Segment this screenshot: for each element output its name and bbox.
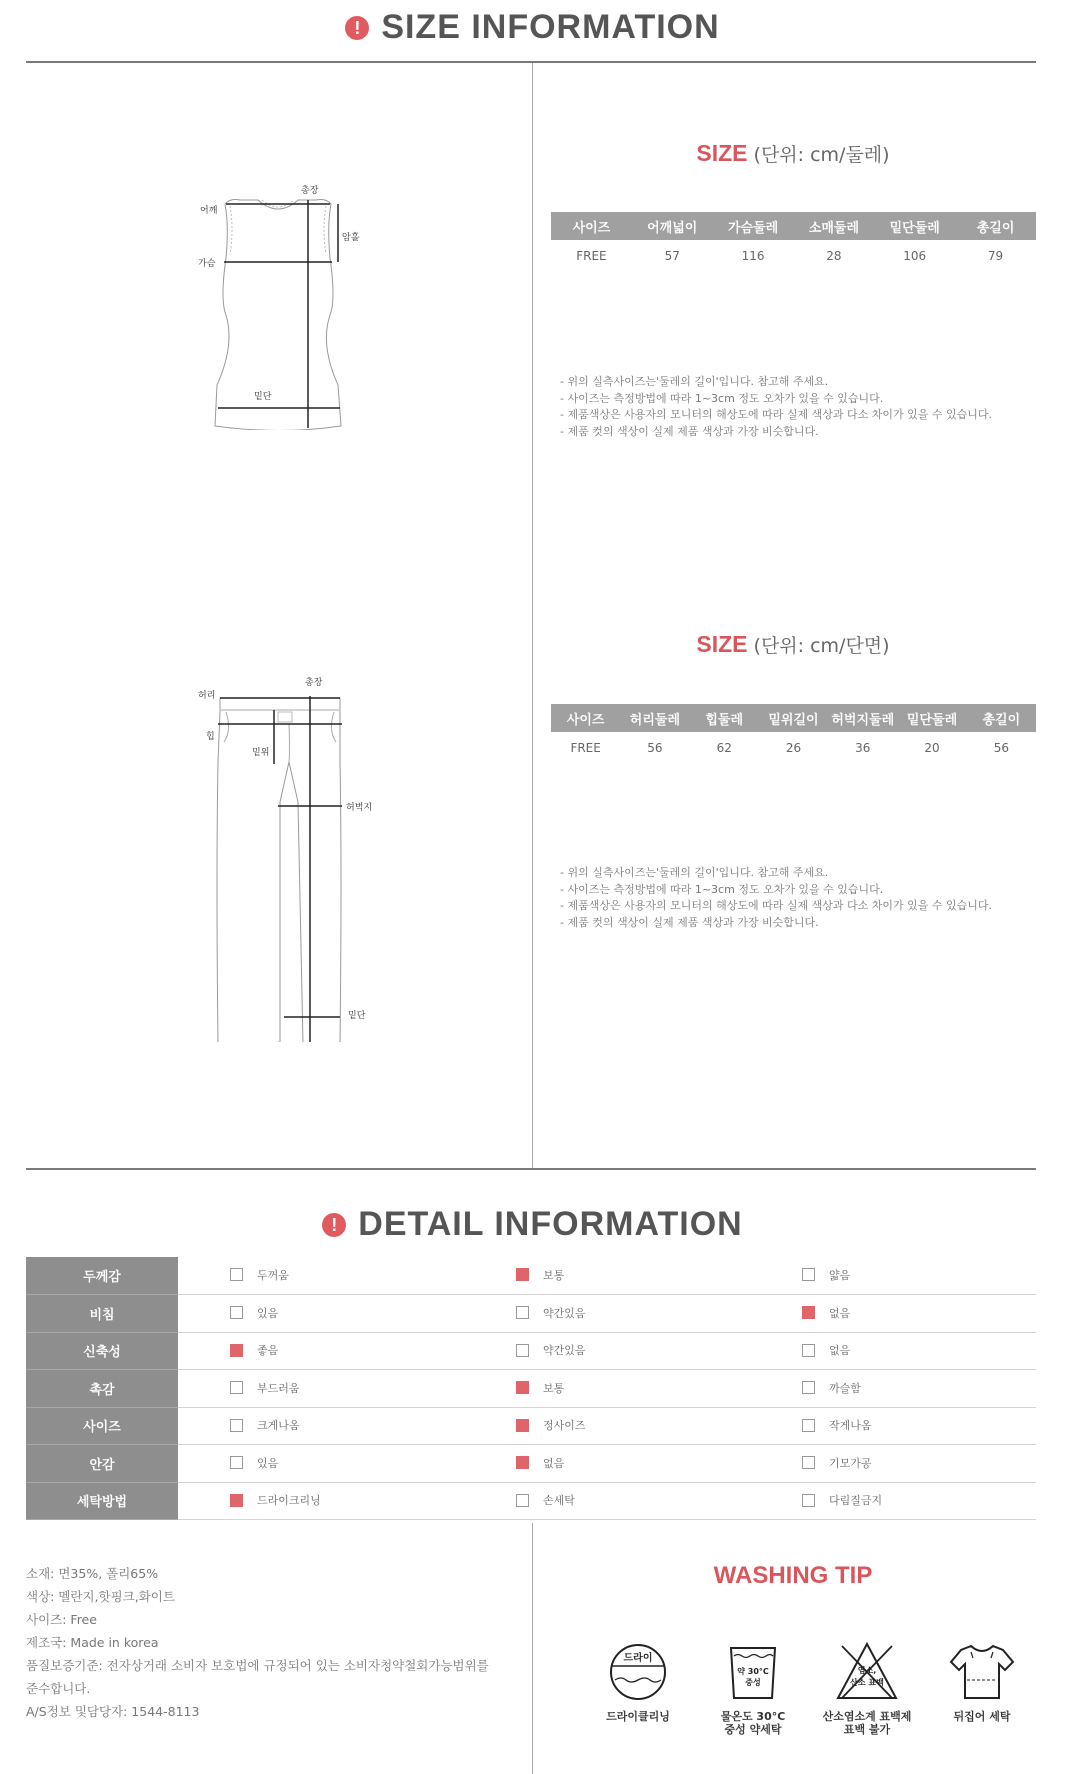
detail-option-label: 약간있음 (543, 1306, 586, 1320)
detail-option (750, 1332, 1036, 1370)
detail-option-item (178, 1417, 300, 1433)
wash-item-no-bleach: 염소, 산소 표백 산소염소계 표백제 표백 불가 (812, 1640, 922, 1736)
checkbox (802, 1268, 815, 1281)
wash-item-inside-out: 뒤집어 세탁 (927, 1640, 1037, 1723)
detail-option-item (464, 1455, 564, 1471)
detail-option-label: 얇음 (829, 1268, 851, 1282)
detail-option (178, 1482, 464, 1520)
label-pants-length: 총장 (305, 678, 323, 688)
dry-clean-icon (603, 1640, 673, 1702)
checkbox (516, 1419, 529, 1432)
svg-text:드라이: 드라이 (623, 1653, 653, 1664)
checkbox (230, 1306, 243, 1319)
table-row (26, 1332, 1036, 1370)
detail-option-item (178, 1305, 278, 1321)
size-notes: - 위의 실측사이즈는'둘레의 길이'입니다. 참고해 주세요. - 사이즈는 측정방법에 따라 1~3cm 정도 오차가 있을 수 있습니다. - 제품색상은 사용자의 모니터의 해상도에 따라 실제 색상과 다소 차이가 있을 수 있습니다. - 제품 컷의 색상이 실제 제품 색상과 가장 비슷합니다. (560, 375, 992, 438)
alert-icon: ! (322, 1213, 346, 1237)
detail-option-item (464, 1267, 564, 1283)
top-size-table (551, 212, 1036, 272)
checkbox (516, 1381, 529, 1394)
detail-option (464, 1407, 750, 1445)
svg-text:염소,: 염소, (857, 1666, 877, 1675)
detail-option (750, 1482, 1036, 1520)
label-rise: 밑위 (252, 748, 270, 758)
checkbox (516, 1344, 529, 1357)
detail-label: 사이즈 (26, 1407, 178, 1445)
detail-option-label: 기모가공 (829, 1456, 872, 1470)
table-row (26, 1370, 1036, 1408)
detail-option-label: 없음 (829, 1344, 851, 1357)
detail-option-item (750, 1492, 882, 1508)
detail-option-item (178, 1380, 300, 1396)
top-size-heading: SIZE (단위: cm/둘레) (696, 140, 890, 166)
detail-option-label: 두꺼움 (257, 1268, 289, 1282)
table-row (26, 1257, 1036, 1295)
detail-option (750, 1445, 1036, 1483)
svg-text:산소 표백: 산소 표백 (850, 1678, 884, 1687)
detail-option (178, 1445, 464, 1483)
checkbox (516, 1456, 529, 1469)
detail-option-item (750, 1417, 872, 1433)
detail-option (464, 1482, 750, 1520)
detail-option (178, 1295, 464, 1333)
column-divider (532, 63, 533, 1168)
detail-option-item (750, 1267, 850, 1283)
detail-label: 두께감 (26, 1257, 178, 1295)
detail-option (178, 1257, 464, 1295)
detail-option-item (464, 1305, 586, 1321)
svg-text:중성: 중성 (745, 1678, 761, 1687)
detail-option-item (464, 1492, 575, 1508)
washing-tip-title: WASHING TIP (713, 1562, 873, 1589)
size-notes: - 위의 실측사이즈는'둘레의 길이'입니다. 참고해 주세요. - 사이즈는 측정방법에 따라 1~3cm 정도 오차가 있을 수 있습니다. - 제품색상은 사용자의 모니터의 해상도에 따라 실제 색상과 다소 차이가 있을 수 있습니다. - 제품 컷의 색상이 실제 제품 색상과 가장 비슷합니다. (560, 866, 992, 929)
checkbox (802, 1381, 815, 1394)
detail-option-item (464, 1342, 586, 1358)
bottom-size-table (551, 704, 1036, 764)
detail-option-item (750, 1380, 861, 1396)
alert-icon: ! (345, 16, 369, 40)
detail-option-item (750, 1455, 872, 1471)
column-divider (532, 1523, 533, 1774)
table-row: FREE 56 62 26 36 20 56 (570, 741, 1009, 755)
table-header: 사이즈 허리둘레 힙둘레 밑위길이 허벅지둘레 밑단둘레 총길이 (551, 704, 1036, 732)
detail-option-label: 좋음 (257, 1344, 279, 1357)
detail-option-label: 작게나옴 (829, 1419, 872, 1432)
label-waist: 허리 (198, 691, 216, 701)
checkbox (802, 1344, 815, 1357)
detail-option (750, 1370, 1036, 1408)
wash-item-dry-clean: 드라이 드라이클리닝 (583, 1640, 693, 1723)
table-row (26, 1407, 1036, 1445)
detail-label: 세탁방법 (26, 1482, 178, 1520)
wash-item-water-30: 약 30°C 중성 물온도 30°C 중성 약세탁 (698, 1640, 808, 1736)
detail-option (178, 1332, 464, 1370)
table-row (26, 1482, 1036, 1520)
checkbox (230, 1381, 243, 1394)
label-pants-hem: 밑단 (348, 1011, 366, 1021)
detail-label: 신축성 (26, 1332, 178, 1370)
detail-option-label: 크게나옴 (257, 1419, 300, 1432)
detail-label: 촉감 (26, 1370, 178, 1408)
detail-option-label: 없음 (829, 1306, 851, 1320)
no-bleach-icon (832, 1640, 902, 1702)
label-hem: 밑단 (254, 392, 272, 402)
detail-option-label: 드라이크리닝 (257, 1494, 321, 1507)
svg-text:약 30°C: 약 30°C (737, 1667, 769, 1676)
detail-table (26, 1257, 1036, 1520)
detail-option-item (178, 1492, 321, 1508)
divider (26, 61, 1036, 63)
checkbox (230, 1494, 243, 1507)
detail-option (750, 1257, 1036, 1295)
detail-option-label: 없음 (543, 1456, 565, 1470)
detail-option-item (178, 1455, 278, 1471)
detail-option-label: 부드러움 (257, 1381, 300, 1395)
detail-option (178, 1370, 464, 1408)
checkbox (230, 1456, 243, 1469)
detail-option (464, 1445, 750, 1483)
detail-option-item (464, 1417, 586, 1433)
checkbox (516, 1268, 529, 1281)
detail-option-label: 있음 (257, 1456, 279, 1470)
checkbox (802, 1419, 815, 1432)
detail-option-label: 약간있음 (543, 1344, 586, 1357)
bottom-size-heading: SIZE (단위: cm/단면) (696, 631, 890, 657)
table-row (26, 1445, 1036, 1483)
checkbox (802, 1306, 815, 1319)
product-info: 소재: 면35%, 폴리65% 색상: 멜란지,핫핑크,화이트 사이즈: Free 제조국: Made in korea 품질보증기준: 전자상거래 소비자 보호법에 규정되어 있는 소비자청약철회가능범위를 준수합니다. A/S정보 및담당자: 1544-8113 (26, 1566, 489, 1719)
pants-size-diagram (190, 672, 390, 1042)
detail-option (464, 1295, 750, 1333)
detail-option-label: 있음 (257, 1306, 279, 1320)
detail-information-title: ! DETAIL INFORMATION (0, 1205, 1065, 1244)
label-chest: 가슴 (198, 259, 216, 269)
detail-option-item (464, 1380, 564, 1396)
detail-label: 비침 (26, 1295, 178, 1333)
detail-option (464, 1332, 750, 1370)
detail-option-label: 보통 (543, 1268, 565, 1282)
detail-option (464, 1257, 750, 1295)
inside-out-icon (947, 1640, 1017, 1702)
label-shoulder: 어깨 (200, 206, 218, 216)
label-armhole: 암홀 (342, 233, 360, 243)
detail-option-item (178, 1267, 289, 1283)
size-information-title: ! SIZE INFORMATION (0, 8, 1065, 47)
detail-option (750, 1295, 1036, 1333)
detail-option-label: 손세탁 (543, 1494, 575, 1507)
checkbox (516, 1494, 529, 1507)
detail-option-item (178, 1342, 278, 1358)
label-hip: 힙 (206, 732, 215, 742)
table-header: 사이즈 어깨넓이 가슴둘레 소매둘레 밑단둘레 총길이 (551, 212, 1036, 240)
label-length: 총장 (301, 186, 319, 196)
detail-option-label: 까슬함 (829, 1381, 861, 1395)
checkbox (802, 1456, 815, 1469)
label-thigh: 허벅지 (346, 803, 373, 813)
checkbox (230, 1268, 243, 1281)
checkbox (802, 1494, 815, 1507)
detail-option-label: 정사이즈 (543, 1419, 586, 1432)
table-row: FREE 57 116 28 106 79 (576, 249, 1004, 263)
top-size-diagram (190, 180, 390, 430)
water-30-icon (718, 1640, 788, 1702)
checkbox (516, 1306, 529, 1319)
checkbox (230, 1344, 243, 1357)
detail-option-item (750, 1342, 850, 1358)
detail-option (178, 1407, 464, 1445)
detail-option-label: 보통 (543, 1381, 565, 1395)
detail-option-label: 다림질금지 (829, 1494, 883, 1507)
checkbox (230, 1419, 243, 1432)
detail-option (750, 1407, 1036, 1445)
detail-option (464, 1370, 750, 1408)
detail-label: 안감 (26, 1445, 178, 1483)
detail-option-item (750, 1305, 850, 1321)
divider (26, 1168, 1036, 1170)
table-row (26, 1295, 1036, 1333)
